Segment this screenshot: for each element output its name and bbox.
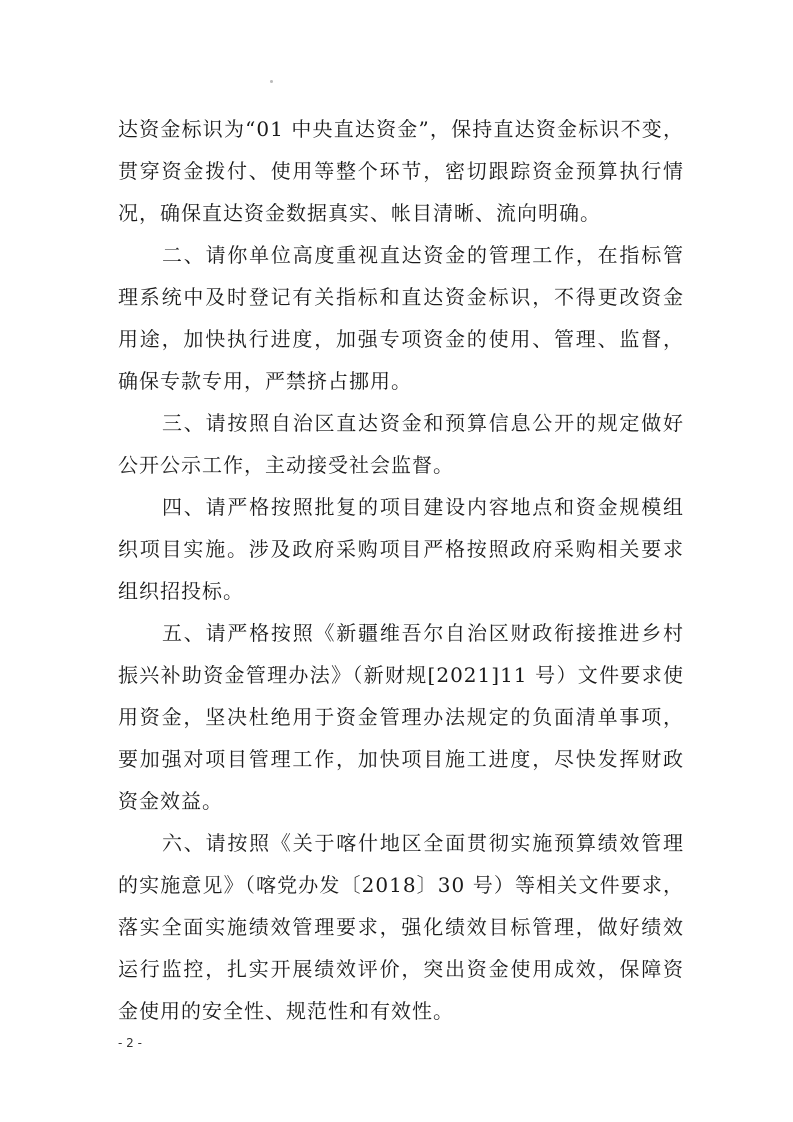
paragraph-item-3: 三、请按照自治区直达资金和预算信息公开的规定做好公开公示工作，主动接受社会监督。 (118, 411, 684, 477)
paragraph-item-5: 五、请严格按照《新疆维吾尔自治区财政衔接推进乡村振兴补助资金管理办法》（新财规[2021]11 号）文件要求使用资金，坚决杜绝用于资金管理办法规定的负面清单事项，要加强对项目管理工作，加快项目施工进度，尽快发挥财政资金效益。 (118, 621, 684, 813)
paragraph-item-2: 二、请你单位高度重视直达资金的管理工作，在指标管理系统中及时登记有关指标和直达资金标识，不得更改资金用途，加快执行进度，加强专项资金的使用、管理、监督，确保专款专用，严禁挤占挪用。 (118, 243, 684, 393)
paragraph-continuation: 达资金标识为“01 中央直达资金”，保持直达资金标识不变，贯穿资金拨付、使用等整个环节，密切跟踪资金预算执行情况，确保直达资金数据真实、帐目清晰、流向明确。 (118, 117, 684, 225)
document-body (118, 108, 684, 1032)
paragraph-item-4: 四、请严格按照批复的项目建设内容地点和资金规模组织项目实施。涉及政府采购项目严格按照政府采购相关要求组织招投标。 (118, 495, 684, 603)
page-number: - 2 - (118, 1036, 142, 1050)
paragraph-item-6: 六、请按照《关于喀什地区全面贯彻实施预算绩效管理的实施意见》（喀党办发〔2018〕30 号）等相关文件要求，落实全面实施绩效管理要求，强化绩效目标管理，做好绩效运行监控，扎实开展绩效评价，突出资金使用成效，保障资金使用的安全性、规范性和有效性。 (118, 831, 684, 1023)
scan-dot (270, 80, 273, 83)
